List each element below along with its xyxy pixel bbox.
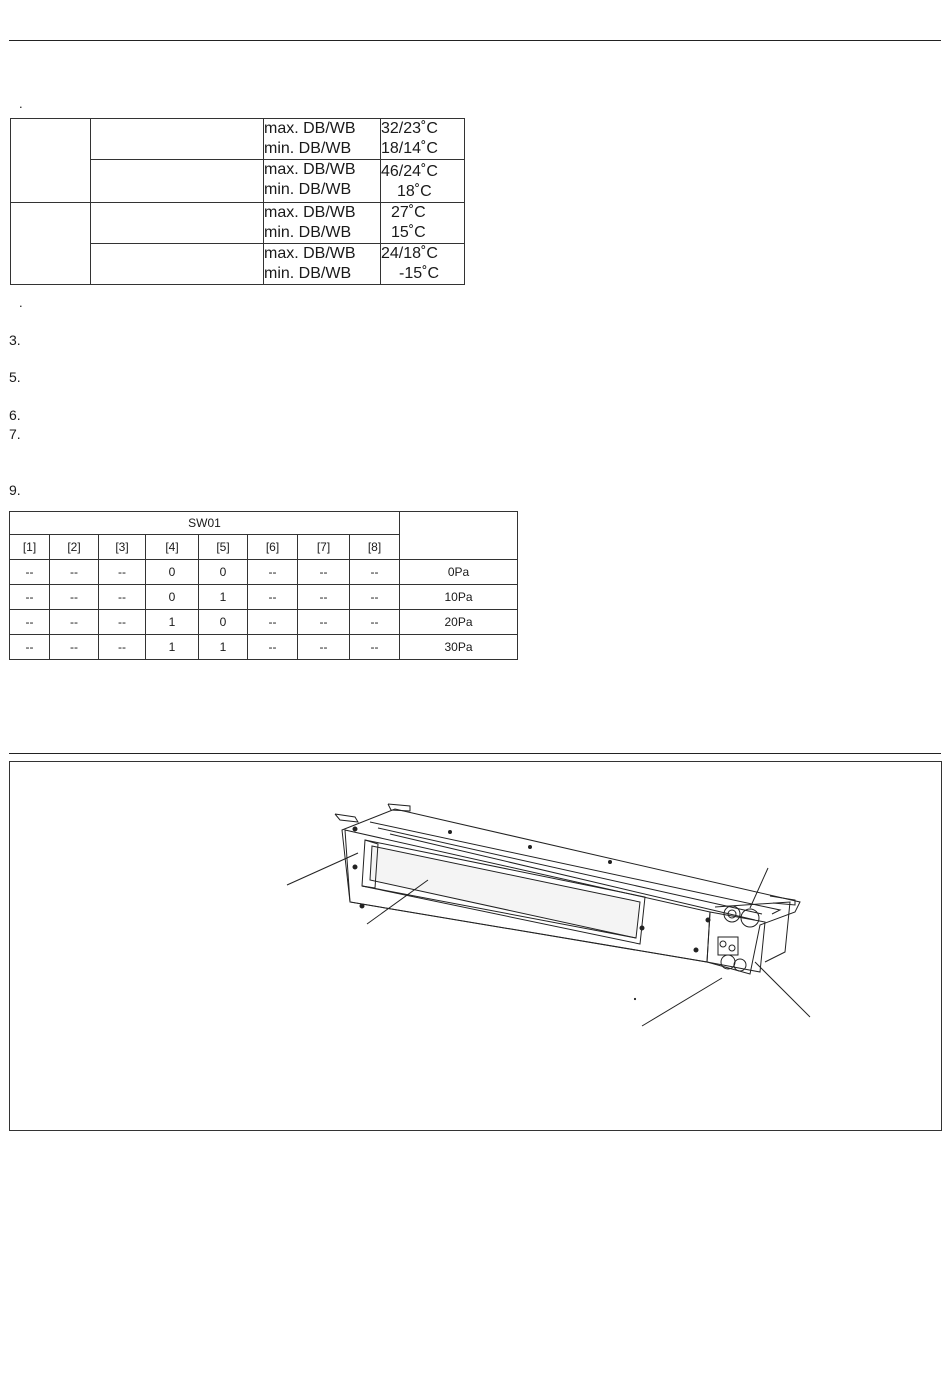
temperature-value: 32/23˚C 18/14˚C [381,119,465,160]
pressure-value: 0Pa [400,560,518,585]
condition-cell [91,119,264,160]
operating-range-table [10,118,465,285]
condition-label: max. DB/WB min. DB/WB [264,119,381,160]
note-number: 6. [9,407,21,423]
condition-label: max. DB/WB min. DB/WB [264,160,381,203]
sw01-title: SW01 [10,512,400,535]
pressure-header [400,512,518,560]
sw01-dip-switch-table [9,511,518,660]
switch-header: [2] [50,535,99,560]
note-number: 7. [9,426,21,442]
figure-frame [9,761,942,1131]
mode-cell [11,203,91,285]
condition-label: max. DB/WB min. DB/WB [264,203,381,244]
pressure-value: 20Pa [400,610,518,635]
condition-cell [91,203,264,244]
temperature-value: 27˚C 15˚C [381,203,465,244]
switch-header: [5] [199,535,248,560]
top-rule [9,40,941,41]
switch-header: [8] [350,535,400,560]
list-mark: . [19,295,23,310]
pressure-value: 10Pa [400,585,518,610]
switch-header: [7] [298,535,350,560]
switch-header: [4] [146,535,199,560]
pressure-value: 30Pa [400,635,518,660]
switch-header: [6] [248,535,298,560]
temperature-value: 46/24˚C 18˚C [381,160,465,203]
note-number: 3. [9,332,21,348]
list-mark: . [19,96,23,111]
table-row: -- -- -- 0 1 -- -- -- 10Pa [10,585,518,610]
section-rule [9,753,941,754]
switch-header: [1] [10,535,50,560]
condition-cell [91,160,264,203]
condition-label: max. DB/WB min. DB/WB [264,244,381,285]
note-number: 5. [9,369,21,385]
duct-unit-drawing-icon [10,762,941,1130]
temperature-value: 24/18˚C -15˚C [381,244,465,285]
mode-cell [11,119,91,203]
table-row: -- -- -- 1 0 -- -- -- 20Pa [10,610,518,635]
note-number: 9. [9,482,21,498]
condition-cell [91,244,264,285]
table-row: -- -- -- 0 0 -- -- -- 0Pa [10,560,518,585]
table-row: -- -- -- 1 1 -- -- -- 30Pa [10,635,518,660]
switch-header: [3] [99,535,146,560]
